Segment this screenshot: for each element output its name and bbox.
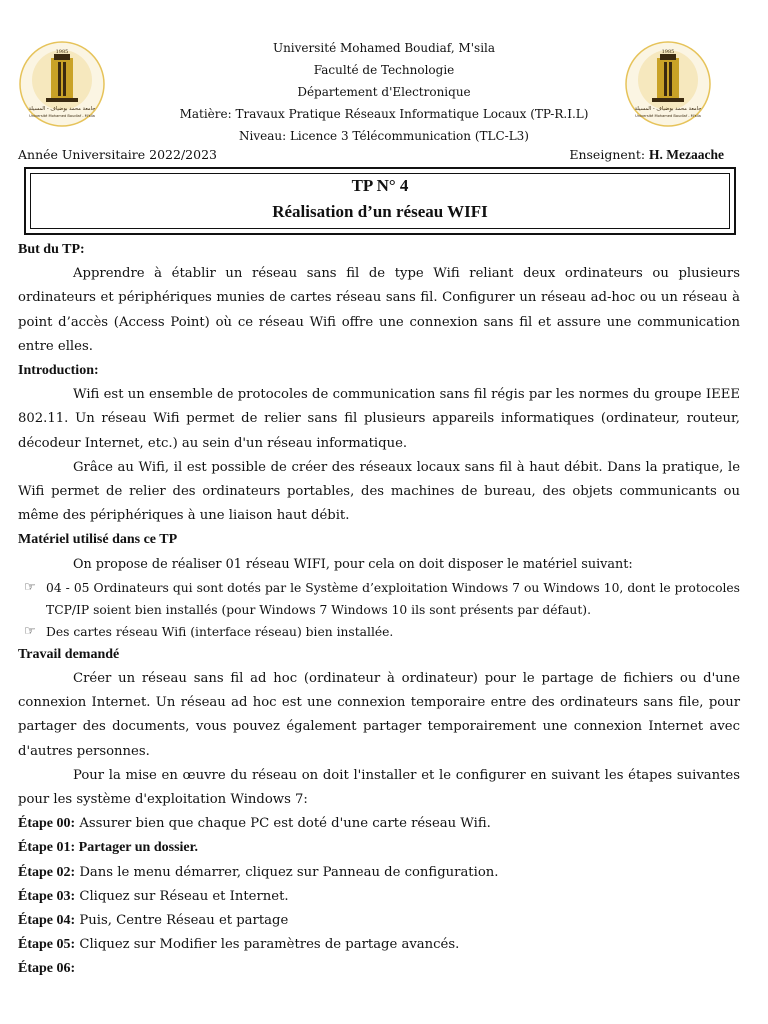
logo-arabic-text: جامعة محمد بوضياف - المسيلة bbox=[28, 106, 96, 112]
step-line bbox=[18, 812, 740, 836]
goal-heading: But du TP: bbox=[18, 242, 85, 257]
document-header bbox=[0, 37, 768, 147]
step-label: Étape 06: bbox=[18, 961, 76, 977]
teacher bbox=[569, 147, 724, 163]
logo-french-text: Université Mohamed Boudiaf - M'sila bbox=[635, 114, 701, 118]
intro-paragraph-1: Wifi est un ensemble de protocoles de communication sans fil régis par les normes du groupe IEEE 802.11. Un réseau Wifi permet de relier sans fil plusieurs appareils informatiques (ordinateur, routeur, décodeur Internet, etc.) au sein d'un réseau informatique. bbox=[18, 387, 740, 451]
material-intro: On propose de réaliser 01 réseau WIFI, pour cela on doit disposer le matériel suivant: bbox=[73, 556, 633, 572]
step-label: Étape 04: bbox=[18, 913, 76, 929]
material-item bbox=[18, 577, 740, 621]
step-line bbox=[18, 909, 740, 933]
title-box bbox=[24, 167, 736, 235]
step-text: Puis, Centre Réseau et partage bbox=[75, 913, 289, 929]
teacher-name: H. Mezaache bbox=[649, 147, 724, 162]
logo-year: 1985 bbox=[55, 49, 69, 55]
goal-paragraph: Apprendre à établir un réseau sans fil de type Wifi reliant deux ordinateurs ou plusieurs ordinateurs et périphériques munies de cartes réseau sans fil. Configurer un réseau ad-hoc ou un réseau à point d’accès (Access Point) où ce réseau Wifi offre une connexion sans fil et assure une communication entre elles. bbox=[18, 266, 740, 354]
document-body bbox=[18, 238, 740, 982]
material-item-text: 04 - 05 Ordinateurs qui sont dotés par le Système d’exploitation Windows 7 ou Windows 10, dont le protocoles TCP/IP soient bien installés (pour Windows 7 Windows 10 ils sont présents par défaut). bbox=[46, 580, 740, 617]
step-text: Cliquez sur Réseau et Internet. bbox=[75, 888, 289, 904]
step-label: Étape 00: bbox=[18, 816, 76, 832]
step-text: Assurer bien que chaque PC est doté d'une carte réseau Wifi. bbox=[75, 816, 491, 832]
subject-line: Matière: Travaux Pratique Réseaux Informatique Locaux (TP-R.I.L) bbox=[179, 107, 589, 121]
tp-title: Réalisation d’un réseau WIFI bbox=[272, 202, 488, 221]
intro-paragraph-2: Grâce au Wifi, il est possible de créer des réseaux locaux sans fil à haut débit. Dans la pratique, le Wifi permet de relier des ordinateurs portables, des machines de bureau, des objets communicants ou même des périphériques à une liaison haut débit. bbox=[18, 459, 740, 524]
pointing-hand-icon: ☞ bbox=[24, 623, 36, 639]
material-item-text: Des cartes réseau Wifi (interface réseau) bien installée. bbox=[46, 624, 394, 639]
work-heading: Travail demandé bbox=[18, 646, 120, 662]
faculty-name: Faculté de Technologie bbox=[313, 63, 455, 77]
step-label: Étape 02: bbox=[18, 864, 76, 880]
academic-year: Année Universitaire 2022/2023 bbox=[18, 147, 217, 162]
step-label: Étape 01: Partager un dossier. bbox=[18, 840, 199, 856]
material-item bbox=[18, 621, 740, 643]
work-paragraph-2: Pour la mise en œuvre du réseau on doit l'installer et le configurer en suivant les étapes suivantes pour les système d'exploitation Windows 7: bbox=[18, 767, 740, 808]
department-name: Département d'Electronique bbox=[297, 85, 471, 99]
university-name: Université Mohamed Boudiaf, M'sila bbox=[272, 41, 496, 55]
material-heading: Matériel utilisé dans ce TP bbox=[18, 532, 178, 548]
step-line bbox=[18, 836, 740, 860]
year-teacher-row bbox=[18, 147, 724, 162]
step-line bbox=[18, 957, 740, 981]
step-line bbox=[18, 861, 740, 885]
step-label: Étape 03: bbox=[18, 888, 76, 904]
logo-year: 1985 bbox=[661, 49, 675, 55]
logo-french-text: Université Mohamed Boudiaf - M'sila bbox=[29, 114, 95, 118]
teacher-label: Enseignent: bbox=[569, 147, 650, 162]
step-line bbox=[18, 933, 740, 957]
level-line: Niveau: Licence 3 Télécommunication (TLC-L3) bbox=[239, 129, 529, 143]
intro-heading: Introduction: bbox=[18, 363, 99, 379]
step-label: Étape 05: bbox=[18, 937, 76, 953]
work-paragraph-1: Créer un réseau sans fil ad hoc (ordinateur à ordinateur) pour le partage de fichiers ou d'une connexion Internet. Un réseau ad hoc est une connexion temporaire entre des ordinateurs sans file, pour partager des documents, vous pouvez également partager temporairement une connexion Internet avec d'autres personnes. bbox=[18, 671, 740, 759]
logo-arabic-text: جامعة محمد بوضياف - المسيلة bbox=[634, 106, 702, 112]
tp-number: TP N° 4 bbox=[351, 176, 409, 195]
pointing-hand-icon: ☞ bbox=[24, 579, 36, 595]
step-text: Cliquez sur Modifier les paramètres de partage avancés. bbox=[75, 937, 460, 953]
step-line bbox=[18, 885, 740, 909]
step-text: Dans le menu démarrer, cliquez sur Panneau de configuration. bbox=[75, 864, 499, 880]
